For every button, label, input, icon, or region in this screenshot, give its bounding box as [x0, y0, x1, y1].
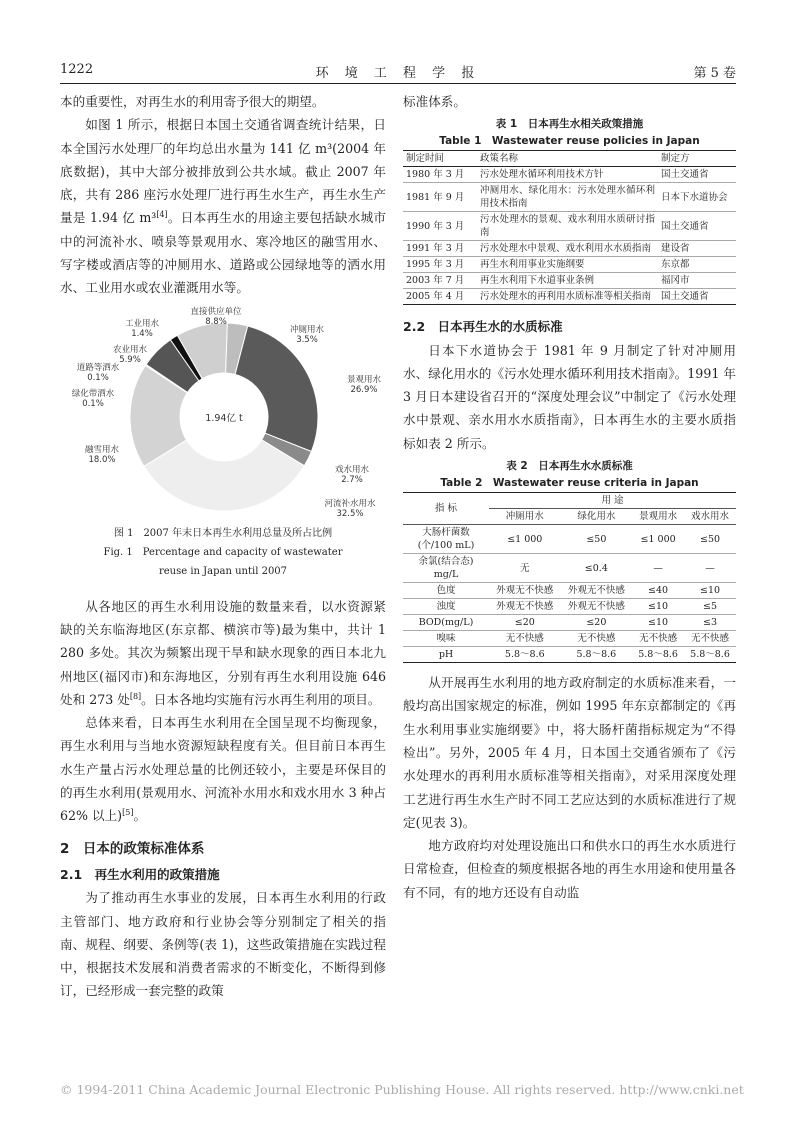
slice-label: 河流补水用水	[324, 498, 376, 509]
table-row	[403, 583, 736, 599]
table-cell: 东京都	[658, 257, 736, 273]
page-header	[60, 62, 736, 84]
table1-header-cell: 制定方	[658, 151, 736, 167]
table-row	[403, 167, 736, 183]
table-cell: pH	[403, 647, 489, 663]
subsection-heading-2-1: 2.1 再生水利用的政策措施	[60, 866, 220, 882]
left-paragraph-3: 从各地区的再生水利用设施的数量来看，以水资源紧缺的关东临海地区(东京都、横滨市等)最为集中，共计 1 280 多处。其次为频繁出现干旱和缺水现象的西日本北九州地区(福冈市)和东海地区，分别有再生水利用设施 646 处和 273 处[8]。日本各地均实施有污水再生利用的项目。	[60, 598, 386, 707]
table-cell: 国土交通省	[658, 289, 736, 305]
pie-chart-figure	[60, 304, 386, 516]
table-cell: 1990 年 3 月	[403, 212, 477, 241]
table-cell: 国土交通省	[658, 212, 736, 241]
table-cell: 国土交通省	[658, 167, 736, 183]
table2-use-header: 用 途	[489, 493, 736, 509]
slice-value-label: 5.9%	[119, 354, 141, 365]
subsection-heading-2-2: 2.2 日本再生水的水质标准	[403, 319, 563, 335]
left-paragraph-2: 如图 1 所示，根据日本国土交通省调查统计结果，日本全国污水处理厂的年均总出水量为 141 亿 m³(2004 年底数据)，其中大部分被排放到公共水域。截止 2007 年底，共有 286 座污水处理厂进行再生水生产，再生水生产量是 1.94 亿 m³[4]。日本再生水的用途主要包括缺水城市中的河流补水、喷泉等景观用水、寒冷地区的融雪用水、写字楼或酒店等的冲厕用水、道路或公园绿地等的洒水用水、工业用水或农业灌溉用水等。	[60, 117, 387, 296]
slice-label: 融雪用水	[84, 444, 120, 455]
table-cell: 外观无不快感	[561, 599, 633, 615]
table-cell: 污水处理水的再利用水质标准等相关指南	[477, 289, 658, 305]
table-cell: 1981 年 9 月	[403, 183, 477, 212]
slice-label: 绿化带洒水	[71, 388, 115, 399]
table2-index-header: 指 标	[403, 493, 489, 525]
figure-caption-en-1: Fig. 1 Percentage and capacity of wastewater	[103, 546, 343, 558]
right-paragraph-3: 从开展再生水利用的地方政府制定的水质标准来看，一般均高出国家规定的标准，例如 1995 年东京都制定的《再生水利用事业实施纲要》中，将大肠杆菌指标规定为“不得检出”。另外，2005 年 4 月，日本国土交通省颁布了《污水处理水的再利用水质标准等相关指南》，对采用深度处理工艺进行再生水生产时不同工艺应达到的水质标准进行了规定(见表 3)。	[403, 675, 736, 830]
table-cell: 无不快感	[632, 631, 684, 647]
slice-value-label: 0.1%	[82, 398, 104, 409]
page-number: 1222	[60, 62, 94, 77]
quality-criteria-table	[403, 492, 736, 663]
figure-caption-en-2: reuse in Japan until 2007	[158, 565, 288, 577]
table-cell: 无	[489, 554, 561, 583]
table1-title-en: Table 1 Wastewater reuse policies in Japan	[439, 135, 700, 148]
table-cell: 5.8～8.6	[489, 647, 561, 663]
table-cell: —	[684, 554, 736, 583]
table-cell: ≤40	[632, 583, 684, 599]
slice-label: 戏水用水	[334, 464, 370, 475]
table-row	[403, 615, 736, 631]
section-heading-2: 2 日本的政策标准体系	[60, 840, 205, 857]
table-cell: 无不快感	[684, 631, 736, 647]
table-row	[403, 599, 736, 615]
table2-title-en: Table 2 Wastewater reuse criteria in Japan	[440, 477, 699, 490]
table-cell: 1980 年 3 月	[403, 167, 477, 183]
table-cell: 建设省	[658, 241, 736, 257]
slice-value-label: 26.9%	[350, 384, 378, 395]
left-paragraph-4: 总体来看，日本再生水利用在全国呈现不均衡现象，再生水利用与当地水资源短缺程度有关。但目前日本再生水生产量占污水处理总量的比例还较小，主要是环保目的的再生水利用(景观用水、河流补水用水和戏水用水 3 种占 62% 以上)[5]。	[60, 715, 386, 824]
journal-title: 环 境 工 程 学 报	[315, 66, 481, 81]
table-cell: 5.8～8.6	[684, 647, 736, 663]
table2-column-header: 戏水用水	[684, 509, 736, 525]
table-cell: —	[632, 554, 684, 583]
right-paragraph-4: 地方政府均对处理设施出口和供水口的再生水水质进行日常检查，但检查的频度根据各地的再生水用途和使用量各有不同，有的地方还设有自动监	[403, 838, 736, 900]
table-cell: ≤50	[684, 525, 736, 554]
slice-label: 道路等洒水	[76, 362, 120, 373]
left-paragraph-5: 为了推动再生水事业的发展，日本再生水利用的行政主管部门、地方政府和行业协会等分别制定了相关的指南、规程、纲要、条例等(表 1)，这些政策措施在实践过程中，根据技术发展和消费者需求的不断变化，不断得到修订，已经形成一套完整的政策	[60, 890, 386, 999]
slice-value-label: 2.7%	[341, 474, 363, 485]
table-cell: BOD(mg/L)	[403, 615, 489, 631]
header-rule	[60, 83, 736, 84]
table-cell: 外观无不快感	[489, 599, 561, 615]
pie-center-label: 1.94亿 t	[205, 412, 243, 424]
slice-value-label: 18.0%	[88, 454, 116, 465]
table2-column-header: 景观用水	[632, 509, 684, 525]
table-row	[403, 525, 736, 554]
table-cell: 福冈市	[658, 273, 736, 289]
table-cell: ≤0.4	[561, 554, 633, 583]
table-row	[403, 647, 736, 663]
right-column	[403, 90, 736, 904]
table-cell: 大肠杆菌数(个/100 mL)	[403, 525, 489, 554]
pie-chart	[60, 304, 386, 516]
table-cell: ≤1 000	[489, 525, 561, 554]
table-cell: ≤1 000	[632, 525, 684, 554]
figure-caption-cn: 图 1 2007 年末日本再生水利用总量及所占比例	[113, 527, 333, 539]
table-cell: 余氯(结合态) mg/L	[403, 554, 489, 583]
table-cell: 污水处理水的景观、戏水利用水质研讨指南	[477, 212, 658, 241]
right-paragraph-2: 日本下水道协会于 1981 年 9 月制定了针对冲厕用水、绿化用水的《污水处理水循环利用技术指南》。1991 年 3 月日本建设省召开的“深度处理会议”中制定了《污水处理水中景观、亲水用水水质指南》，日本再生水的主要水质指标如表 2 所示。	[403, 342, 736, 451]
table-row	[403, 257, 736, 273]
table-cell: 再生水利用下水道事业条例	[477, 273, 658, 289]
policy-table	[403, 150, 736, 305]
table-cell: 无不快感	[489, 631, 561, 647]
slice-label: 景观用水	[346, 374, 382, 385]
table-cell: 污水处理水中景观、戏水利用水水质指南	[477, 241, 658, 257]
table-cell: 外观无不快感	[561, 583, 633, 599]
slice-label: 农业用水	[112, 344, 148, 355]
table-cell: ≤20	[489, 615, 561, 631]
table-cell: 无不快感	[561, 631, 633, 647]
figure-caption	[60, 524, 386, 581]
table2-column-header: 绿化用水	[561, 509, 633, 525]
slice-value-label: 0.1%	[87, 372, 109, 383]
table-cell: 再生水利用事业实施纲要	[477, 257, 658, 273]
table-cell: 冲厕用水、绿化用水：污水处理水循环利用技术指南	[477, 183, 658, 212]
table-row	[403, 273, 736, 289]
slice-label: 工业用水	[124, 318, 160, 329]
table-row	[403, 631, 736, 647]
copyright-footer: © 1994-2011 China Academic Journal Electronic Publishing House. All rights reserved. http://www.cnki.net	[60, 1082, 744, 1097]
table-cell: 1991 年 3 月	[403, 241, 477, 257]
table-cell: 嗅味	[403, 631, 489, 647]
slice-value-label: 3.5%	[296, 334, 318, 345]
right-paragraph-1: 标准体系。	[403, 94, 466, 109]
slice-label: 直接供应单位	[190, 306, 242, 317]
table-cell: ≤10	[684, 583, 736, 599]
table-cell: 污水处理水循环利用技术方针	[477, 167, 658, 183]
table-cell: 外观无不快感	[489, 583, 561, 599]
table-cell: ≤3	[684, 615, 736, 631]
table-row	[403, 183, 736, 212]
table-row	[403, 289, 736, 305]
table-row	[403, 554, 736, 583]
table-cell: 色度	[403, 583, 489, 599]
table2-title-cn: 表 2 日本再生水水质标准	[506, 460, 633, 473]
table-cell: 1995 年 3 月	[403, 257, 477, 273]
slice-value-label: 8.8%	[205, 316, 227, 327]
table-cell: 5.8～8.6	[561, 647, 633, 663]
table-cell: 2003 年 7 月	[403, 273, 477, 289]
table-cell: 浊度	[403, 599, 489, 615]
slice-value-label: 1.4%	[131, 328, 153, 339]
table-cell: 日本下水道协会	[658, 183, 736, 212]
slice-value-label: 32.5%	[336, 508, 364, 516]
left-column	[60, 90, 386, 1003]
table1-header-cell: 政策名称	[477, 151, 658, 167]
left-paragraph-1: 本的重要性，对再生水的利用寄予很大的期望。	[60, 94, 325, 109]
table-row	[403, 241, 736, 257]
table-cell: 5.8～8.6	[632, 647, 684, 663]
table-cell: ≤50	[561, 525, 633, 554]
volume-label: 第 5 卷	[693, 66, 736, 81]
table-row	[403, 212, 736, 241]
table2-column-header: 冲厕用水	[489, 509, 561, 525]
table-cell: ≤20	[561, 615, 633, 631]
table1-header-cell: 制定时间	[403, 151, 477, 167]
table-cell: ≤5	[684, 599, 736, 615]
slice-label: 冲厕用水	[289, 324, 325, 335]
table1-title-cn: 表 1 日本再生水相关政策措施	[495, 118, 644, 131]
table-cell: 2005 年 4 月	[403, 289, 477, 305]
table-cell: ≤10	[632, 615, 684, 631]
table-cell: ≤10	[632, 599, 684, 615]
